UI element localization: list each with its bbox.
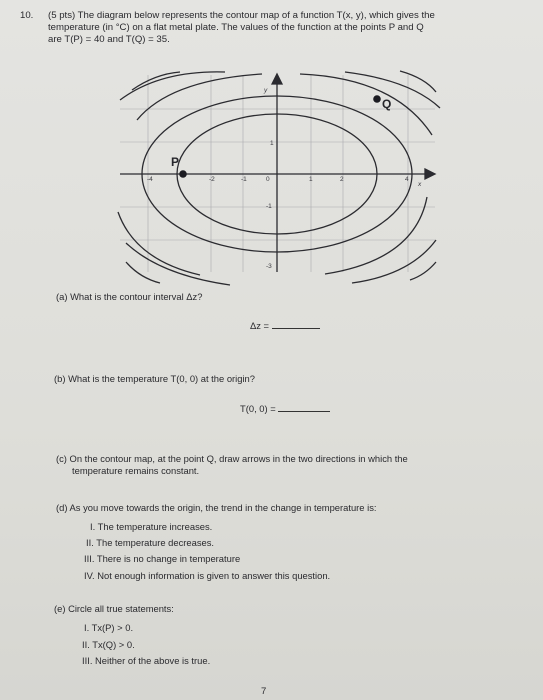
y-axis-label: y bbox=[264, 87, 268, 94]
contour-arcs-outer bbox=[118, 71, 440, 285]
point-p-marker bbox=[179, 170, 187, 178]
part-d-option[interactable]: II. The temperature decreases. bbox=[86, 537, 215, 548]
x-tick-label: 1 bbox=[309, 176, 313, 183]
part-b-answer-blank[interactable] bbox=[278, 403, 330, 412]
part-d-option[interactable]: III. There is no change in temperature bbox=[84, 553, 241, 564]
part-b-answer-label: T(0, 0) = bbox=[240, 403, 276, 414]
y-tick-label: -1 bbox=[266, 203, 272, 210]
x-tick-label: 2 bbox=[340, 176, 344, 183]
point-q-marker bbox=[373, 95, 381, 103]
part-e-option[interactable]: II. Tx(Q) > 0. bbox=[82, 639, 135, 650]
problem-number: 10. bbox=[20, 10, 34, 21]
y-axis-arrow-icon bbox=[272, 74, 282, 84]
page-number: 7 bbox=[261, 686, 267, 697]
x-axis-arrow-icon bbox=[425, 169, 435, 179]
x-tick-label: -2 bbox=[209, 176, 215, 183]
part-a-answer-label: Δz = bbox=[250, 320, 270, 331]
x-tick-label: -4 bbox=[147, 176, 153, 183]
problem-intro-line3: are T(P) = 40 and T(Q) = 35. bbox=[48, 34, 170, 45]
x-tick-label: 4 bbox=[405, 176, 409, 183]
part-c-line2: temperature remains constant. bbox=[72, 465, 200, 476]
y-tick-label: -3 bbox=[266, 263, 272, 270]
part-a-question: (a) What is the contour interval Δz? bbox=[56, 291, 203, 302]
x-axis-label: x bbox=[418, 181, 422, 188]
x-tick-label: -1 bbox=[241, 176, 247, 183]
point-q-label: Q bbox=[382, 97, 392, 111]
part-b-question: (b) What is the temperature T(0, 0) at the origin? bbox=[54, 373, 255, 384]
part-b-answer-row bbox=[240, 403, 330, 415]
problem-intro-line1: (5 pts) The diagram below represents the contour map of a function T(x, y), which gives the bbox=[48, 10, 435, 21]
part-d-question: (d) As you move towards the origin, the trend in the change in temperature is: bbox=[56, 502, 377, 513]
y-tick-label: 1 bbox=[270, 140, 274, 147]
part-d-option[interactable]: I. The temperature increases. bbox=[90, 521, 213, 532]
point-p-label: P bbox=[171, 155, 180, 169]
x-tick-label: 0 bbox=[266, 176, 270, 183]
problem-intro-line2: temperature (in °C) on a flat metal plate. The values of the function at the points P and Q bbox=[48, 22, 424, 33]
part-c-line1: (c) On the contour map, at the point Q, draw arrows in the two directions in which the bbox=[56, 453, 408, 464]
part-d-option[interactable]: IV. Not enough information is given to answer this question. bbox=[84, 570, 331, 581]
part-e-option[interactable]: I. Tx(P) > 0. bbox=[84, 622, 134, 633]
part-a-answer-blank[interactable] bbox=[272, 320, 320, 329]
part-e-option[interactable]: III. Neither of the above is true. bbox=[82, 655, 211, 666]
part-a-answer-row bbox=[250, 320, 320, 332]
part-e-question: (e) Circle all true statements: bbox=[54, 603, 174, 614]
